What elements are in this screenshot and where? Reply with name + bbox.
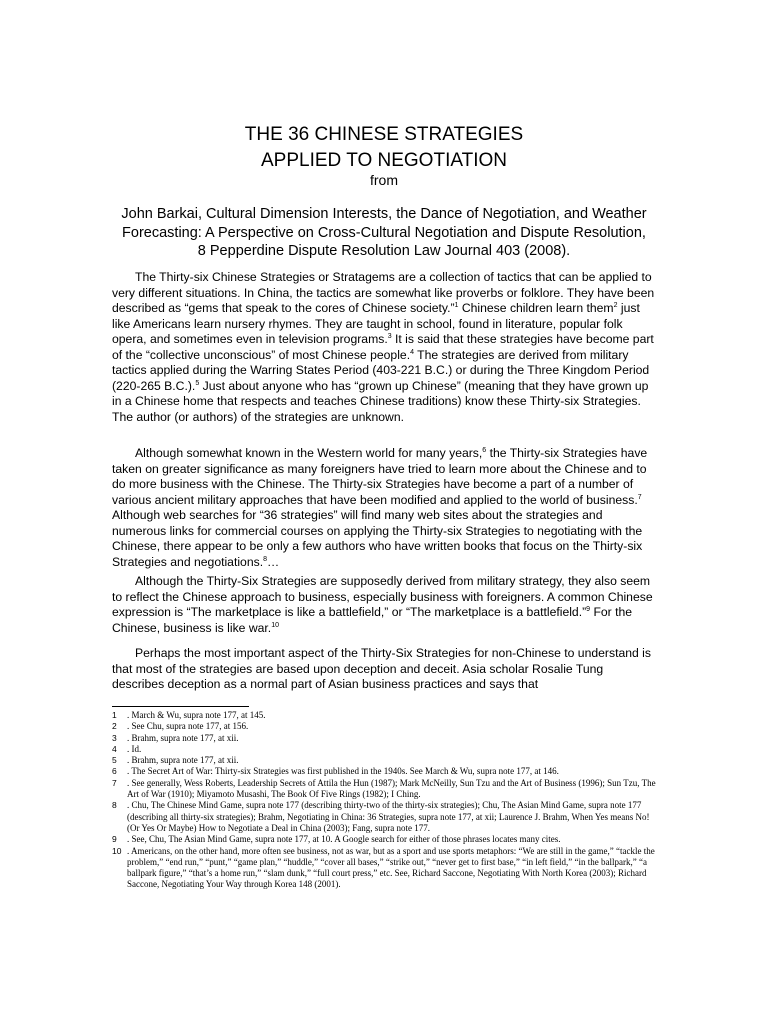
footnotes xyxy=(112,710,658,891)
from-label: from xyxy=(370,172,398,188)
footnote xyxy=(112,755,658,766)
document-title-line-1: THE 36 CHINESE STRATEGIES xyxy=(244,124,524,145)
footnote-text: . See Chu, supra note 177, at 156. xyxy=(127,721,249,732)
footnote-text: . Id. xyxy=(127,743,142,754)
paragraph-2 xyxy=(112,446,658,570)
footnote-ref: 7 xyxy=(637,493,642,501)
footnote-number: 2 xyxy=(112,721,117,732)
paragraph-text: The strategies are derived from military tactics applied during the Warring States Period (403-221 B.C.) or during the Three Kingdom Period (220-265 B.C.). xyxy=(112,347,650,393)
footnote-text: . The Secret Art of War: Thirty-six Strategies was first published in the 1940s. See March & Wu, supra note 177, at 146. xyxy=(127,766,559,777)
footnote-text: . See, Chu, The Asian Mind Game, supra note 177, at 10. A Google search for either of those phrases locates many cites. xyxy=(127,834,561,845)
paragraph-1 xyxy=(112,270,658,425)
footnote-ref: 10 xyxy=(271,621,279,629)
footnote-number: 7 xyxy=(112,777,117,788)
footnote-text: . Brahm, supra note 177, at xii. xyxy=(127,755,239,766)
footnote-separator xyxy=(112,706,249,707)
paragraph-text: Just about anyone who has “grown up Chinese” (meaning that they have grown up in a Chinese home that respects and teaches Chinese traditions) know these Thirty-six Strategies. The author (or authors) of the strategies are unknown. xyxy=(112,378,649,424)
paragraph-text: just like Americans learn nursery rhymes. They are taught in school, found in literature, popular folk opera, and sometimes even in television programs. xyxy=(112,301,640,346)
footnote xyxy=(112,846,658,891)
paragraph-text: The Thirty-six Chinese Strategies or Stratagems are a collection of tactics that can be applied to very different situations. In China, the tactics are somewhat like proverbs or folklore. They have been described as “gems that speak to the cores of Chinese society.” xyxy=(112,270,655,315)
footnote xyxy=(112,766,658,777)
footnote xyxy=(112,834,658,845)
footnote-ref: 9 xyxy=(586,605,591,613)
paragraph-text: For the Chinese, business is like war. xyxy=(112,605,633,635)
footnote-number: 3 xyxy=(112,732,117,743)
footnote-ref: 8 xyxy=(263,555,268,563)
footnote-number: 6 xyxy=(112,766,117,777)
paragraph-text: Perhaps the most important aspect of the Thirty-Six Strategies for non-Chinese to understand is that most of the strategies are based upon deception and deceit. Asia scholar Rosalie Tung describes deception as a normal part of Asian business practices and says that xyxy=(112,646,651,691)
footnote-ref: 4 xyxy=(410,348,414,356)
footnote xyxy=(112,710,658,721)
footnote-number: 4 xyxy=(112,743,117,754)
paragraph-text: It is said that these strategies have become part of the “collective unconscious” of most Chinese people. xyxy=(112,332,654,362)
footnote-text: . Americans, on the other hand, more often see business, not as war, but as a sport and use sports metaphors: “We are still in the game,” “tackle the problem,” “end run,” “punt,” “game plan,” “huddle,” “cover all bases,” “strike out,” “never get to first base,” “in left field,” “in the ballpark,” “a ballpark figure,” “that’s a home run,” “slam dunk,” “full court press,” etc. See, Richard Saccone, Negotiating With North Korea (2003); Richard Saccone, Negotiating Your Way through Korea 148 (2001). xyxy=(127,845,655,890)
paragraph-text: … xyxy=(267,554,280,569)
footnote xyxy=(112,733,658,744)
paragraph-text: Although web searches for “36 strategies” will find many web sites about the strategies and numerous links for commercial courses on applying the Thirty-six Strategies to negotiating with the Chinese, there appear to be only a few authors who have written books that focus on the Thirty-six Strategies and negotiations. xyxy=(112,508,643,569)
footnote-ref: 3 xyxy=(387,332,392,340)
footnote-text: . Brahm, supra note 177, at xii. xyxy=(127,732,239,743)
footnote-ref: 2 xyxy=(613,301,618,309)
paragraph-text: Although somewhat known in the Western world for many years, xyxy=(135,446,483,460)
footnote-number: 5 xyxy=(112,755,117,766)
footnote-ref: 6 xyxy=(482,446,487,454)
footnote-ref: 1 xyxy=(454,301,459,309)
footnote-number: 8 xyxy=(112,800,117,811)
paragraph-text: Chinese children learn them xyxy=(458,301,614,315)
footnote-ref: 5 xyxy=(195,379,200,387)
footnote xyxy=(112,778,658,801)
footnote-number: 1 xyxy=(112,710,117,720)
footnote xyxy=(112,721,658,732)
footnote xyxy=(112,800,658,834)
paragraph-text: Although the Thirty-Six Strategies are supposedly derived from military strategy, they also seem to reflect the Chinese approach to business, especially business with foreigners. A common Chinese expression is “The marketplace is like a battlefield,” or “The marketplace is a battlefield.” xyxy=(112,574,653,619)
document-title-line-2: APPLIED TO NEGOTIATION xyxy=(261,150,507,171)
footnote xyxy=(112,744,658,755)
paragraph-3 xyxy=(112,574,658,636)
footnote-number: 10 xyxy=(112,845,122,856)
paragraph-4 xyxy=(112,646,658,693)
paragraph-text: the Thirty-six Strategies have taken on greater significance as many foreigners have tried to learn more about the Chinese and to do more business with the Chinese. The Thirty-six Strategies have become a part of a number of various ancient military approaches that have been modified and applied to the world of business. xyxy=(112,446,648,507)
footnote-number: 9 xyxy=(112,834,117,845)
source-citation: John Barkai, Cultural Dimension Interests, the Dance of Negotiation, and Weather Forecasting: A Perspective on Cross-Cultural Negotiation and Dispute Resolution, 8 Pepperdine Dispute Resolution Law Journal 403 (2008). xyxy=(121,206,647,259)
footnote-text: . Chu, The Chinese Mind Game, supra note 177 (describing thirty-two of the thirty-six strategies); Chu, The Asian Mind Game, supra note 177 (describing all thirty-six strategies); Brahm, Negotiating in China: 36 Strategies, supra note 177, at xii; Laurence J. Brahm, When Yes means No! (Or Yes Or Maybe) How to Negotiate a Deal in China (2003); Fang, supra note 177. xyxy=(127,800,650,833)
footnote-text: . See generally, Wess Roberts, Leadership Secrets of Attila the Hun (1987); Mark McNeilly, Sun Tzu and the Art of Business (1996); Sun Tzu, The Art of War (1910); Miyamoto Musashi, The Book Of Five Rings (1982); I Ching. xyxy=(127,777,656,800)
footnote-text: . March & Wu, supra note 177, at 145. xyxy=(127,710,266,720)
